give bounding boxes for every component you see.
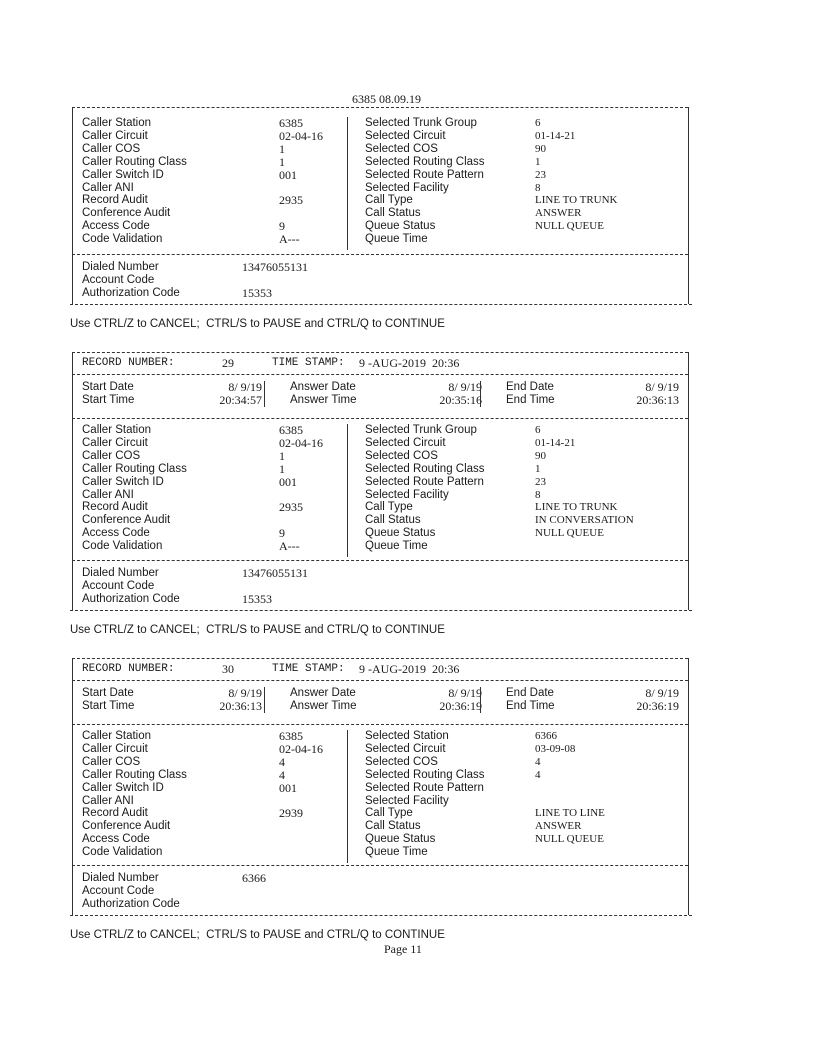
selected-field-label: Selected Station <box>365 730 449 742</box>
details-bottom-divider <box>72 560 688 561</box>
selected-field-label: Call Type <box>365 501 413 514</box>
selected-field-label: Selected Trunk Group <box>365 117 477 129</box>
end-date-value: 8/ 9/19 <box>645 380 679 394</box>
caller-field-value: A--- <box>279 539 300 554</box>
caller-field-value: 1 <box>279 448 285 463</box>
selected-field-value: 6366 <box>535 730 557 742</box>
caller-field-value: 1 <box>279 154 285 169</box>
dialing-field-label: Dialed Number <box>82 261 159 273</box>
selected-field-value: ANSWER <box>535 820 582 833</box>
selected-field-value: 03-09-08 <box>535 742 576 755</box>
selected-field-value: 23 <box>535 475 546 488</box>
answer-time-label: Answer Time <box>290 699 357 712</box>
continue-prompt: Use CTRL/Z to CANCEL; CTRL/S to PAUSE and CTRL/Q to CONTINUE <box>70 624 445 636</box>
selected-field-label: Selected COS <box>365 142 438 155</box>
selected-field-value: LINE TO TRUNK <box>535 194 618 207</box>
selected-field-value: 4 <box>535 768 541 781</box>
caller-field-label: Code Validation <box>82 846 163 859</box>
caller-field-value: 4 <box>279 767 285 782</box>
caller-field-label: Caller ANI <box>82 794 134 807</box>
end-date-label: End Date <box>506 381 554 393</box>
caller-field-label: Caller COS <box>82 142 141 155</box>
end-date-label: End Date <box>506 687 554 699</box>
caller-field-value: 9 <box>279 526 285 541</box>
start-time-label: Start Time <box>82 393 135 406</box>
end-time-label: End Time <box>506 699 555 712</box>
selected-field-label: Selected Circuit <box>365 129 446 142</box>
answer-time-label: Answer Time <box>290 393 357 406</box>
dialing-field-label: Account Code <box>82 884 155 897</box>
page-number: Page 11 <box>384 942 422 956</box>
dialing-field-label: Authorization Code <box>82 592 180 605</box>
caller-field-value: 1 <box>279 141 285 156</box>
caller-field-value: 9 <box>279 219 285 234</box>
column-divider <box>347 117 348 250</box>
end-time-value: 20:36:19 <box>636 698 679 713</box>
selected-field-label: Selected Routing Class <box>365 462 485 475</box>
caller-field-value: 6385 <box>279 729 303 743</box>
start-date-label: Start Date <box>82 687 134 699</box>
time-stamp-label: TIME STAMP: <box>272 663 345 675</box>
selected-field-value: IN CONVERSATION <box>535 514 634 527</box>
selected-field-label: Queue Time <box>365 233 428 246</box>
dialing-field-value: 13476055131 <box>242 260 308 274</box>
caller-field-label: Conference Audit <box>82 207 171 220</box>
caller-field-label: Caller Switch ID <box>82 475 164 488</box>
selected-field-value: LINE TO TRUNK <box>535 501 618 514</box>
record-left-border <box>72 107 73 304</box>
record-top-border <box>72 352 688 353</box>
caller-field-label: Caller Switch ID <box>82 781 164 794</box>
caller-field-label: Access Code <box>82 527 150 540</box>
caller-field-value: A--- <box>279 232 300 247</box>
caller-field-label: Caller Switch ID <box>82 168 164 181</box>
dialing-field-label: Dialed Number <box>82 872 159 884</box>
caller-field-label: Caller Routing Class <box>82 462 187 475</box>
selected-field-label: Call Status <box>365 820 421 833</box>
times-divider <box>480 687 481 713</box>
selected-field-value: 90 <box>535 142 546 155</box>
selected-field-value: 01-14-21 <box>535 129 576 142</box>
selected-field-label: Selected Route Pattern <box>365 168 484 181</box>
selected-field-value: NULL QUEUE <box>535 527 604 540</box>
dialing-field-label: Account Code <box>82 273 155 286</box>
selected-field-label: Call Status <box>365 514 421 527</box>
column-divider <box>347 424 348 557</box>
selected-field-label: Selected Facility <box>365 181 449 194</box>
caller-field-value: 001 <box>279 167 297 182</box>
selected-field-label: Selected Route Pattern <box>365 475 484 488</box>
selected-field-value: 23 <box>535 168 546 181</box>
caller-field-value: 001 <box>279 780 297 795</box>
caller-field-label: Caller Circuit <box>82 129 148 142</box>
answer-time-value: 20:36:19 <box>439 698 482 713</box>
start-time-value: 20:36:13 <box>219 698 262 713</box>
selected-field-label: Selected Route Pattern <box>365 781 484 794</box>
answer-date-value: 8/ 9/19 <box>448 380 482 394</box>
start-date-value: 8/ 9/19 <box>228 686 262 700</box>
selected-field-label: Call Type <box>365 194 413 207</box>
caller-field-label: Record Audit <box>82 807 148 820</box>
selected-field-label: Queue Status <box>365 527 436 540</box>
dialing-field-label: Dialed Number <box>82 567 159 579</box>
dialing-field-value: 13476055131 <box>242 566 308 580</box>
selected-field-label: Queue Status <box>365 833 436 846</box>
caller-field-label: Caller Station <box>82 730 152 742</box>
page-header: 6385 08.09.19 <box>352 92 421 106</box>
caller-field-label: Access Code <box>82 220 150 233</box>
caller-field-label: Code Validation <box>82 540 163 553</box>
details-bottom-divider <box>72 865 688 866</box>
caller-field-value: 4 <box>279 754 285 769</box>
selected-field-value: 1 <box>535 462 541 475</box>
selected-field-label: Call Status <box>365 207 421 220</box>
caller-field-label: Caller COS <box>82 449 141 462</box>
answer-time-value: 20:35:16 <box>439 392 482 407</box>
caller-field-label: Caller ANI <box>82 181 134 194</box>
selected-field-label: Selected Facility <box>365 488 449 501</box>
dialing-field-label: Authorization Code <box>82 286 180 299</box>
caller-field-value: 2935 <box>279 193 303 208</box>
dialing-field-value: 15353 <box>242 285 272 300</box>
caller-field-label: Caller Circuit <box>82 742 148 755</box>
record-right-border <box>688 352 689 610</box>
caller-field-value: 6385 <box>279 423 303 437</box>
selected-field-value: 6 <box>535 424 541 436</box>
caller-field-label: Caller COS <box>82 755 141 768</box>
record-right-border <box>688 107 689 304</box>
times-divider <box>264 381 265 407</box>
dialing-field-value: 6366 <box>242 871 266 885</box>
selected-field-label: Call Type <box>365 807 413 820</box>
caller-field-value: 2939 <box>279 806 303 821</box>
start-date-label: Start Date <box>82 381 134 393</box>
caller-field-label: Caller Station <box>82 117 152 129</box>
end-time-value: 20:36:13 <box>636 392 679 407</box>
selected-field-label: Selected Circuit <box>365 742 446 755</box>
record-top-border <box>72 107 688 108</box>
details-bottom-divider <box>72 254 688 255</box>
selected-field-value: 90 <box>535 449 546 462</box>
record-number-value: 29 <box>222 356 234 370</box>
caller-field-value: 1 <box>279 461 285 476</box>
record-bottom-border <box>70 610 692 611</box>
caller-field-value: 001 <box>279 474 297 489</box>
selected-field-label: Selected Routing Class <box>365 155 485 168</box>
dialing-field-value: 15353 <box>242 591 272 606</box>
header-divider <box>72 680 688 681</box>
times-bottom-divider <box>72 724 688 725</box>
selected-field-label: Queue Status <box>365 220 436 233</box>
selected-field-value: ANSWER <box>535 207 582 220</box>
header-divider <box>72 374 688 375</box>
selected-field-value: 8 <box>535 488 541 501</box>
answer-date-label: Answer Date <box>290 687 356 699</box>
selected-field-label: Selected COS <box>365 755 438 768</box>
selected-field-label: Selected Routing Class <box>365 768 485 781</box>
caller-field-value: 2935 <box>279 500 303 515</box>
answer-date-label: Answer Date <box>290 381 356 393</box>
selected-field-value: 8 <box>535 181 541 194</box>
caller-field-value: 02-04-16 <box>279 128 323 143</box>
start-time-label: Start Time <box>82 699 135 712</box>
record-top-border <box>72 658 688 659</box>
selected-field-value: 01-14-21 <box>535 436 576 449</box>
dialing-field-label: Account Code <box>82 579 155 592</box>
selected-field-value: NULL QUEUE <box>535 833 604 846</box>
caller-field-label: Caller Circuit <box>82 436 148 449</box>
caller-field-label: Code Validation <box>82 233 163 246</box>
record-bottom-border <box>70 915 692 916</box>
caller-field-value: 02-04-16 <box>279 741 323 756</box>
dialing-field-label: Authorization Code <box>82 897 180 910</box>
selected-field-label: Selected Circuit <box>365 436 446 449</box>
start-date-value: 8/ 9/19 <box>228 380 262 394</box>
record-number-value: 30 <box>222 662 234 676</box>
record-number-label: RECORD NUMBER: <box>82 663 175 675</box>
selected-field-label: Queue Time <box>365 540 428 553</box>
caller-field-value: 6385 <box>279 116 303 130</box>
time-stamp-label: TIME STAMP: <box>272 357 345 369</box>
caller-field-label: Access Code <box>82 833 150 846</box>
caller-field-value: 02-04-16 <box>279 435 323 450</box>
answer-date-value: 8/ 9/19 <box>448 686 482 700</box>
caller-field-label: Record Audit <box>82 194 148 207</box>
time-stamp-value: 9 -AUG-2019 20:36 <box>359 662 460 676</box>
record-right-border <box>688 658 689 915</box>
end-time-label: End Time <box>506 393 555 406</box>
end-date-value: 8/ 9/19 <box>645 686 679 700</box>
caller-field-label: Record Audit <box>82 501 148 514</box>
caller-field-label: Caller Routing Class <box>82 155 187 168</box>
selected-field-value: LINE TO LINE <box>535 807 605 820</box>
caller-field-label: Caller Station <box>82 424 152 436</box>
record-number-label: RECORD NUMBER: <box>82 357 175 369</box>
caller-field-label: Conference Audit <box>82 820 171 833</box>
time-stamp-value: 9 -AUG-2019 20:36 <box>359 356 460 370</box>
times-divider <box>480 381 481 407</box>
selected-field-label: Selected Trunk Group <box>365 424 477 436</box>
caller-field-label: Caller ANI <box>82 488 134 501</box>
times-bottom-divider <box>72 418 688 419</box>
record-left-border <box>72 352 73 610</box>
selected-field-value: 6 <box>535 117 541 129</box>
record-left-border <box>72 658 73 915</box>
start-time-value: 20:34:57 <box>219 392 262 407</box>
caller-field-label: Conference Audit <box>82 514 171 527</box>
selected-field-label: Selected Facility <box>365 794 449 807</box>
record-bottom-border <box>70 304 692 305</box>
selected-field-value: 1 <box>535 155 541 168</box>
selected-field-label: Selected COS <box>365 449 438 462</box>
column-divider <box>347 730 348 863</box>
continue-prompt: Use CTRL/Z to CANCEL; CTRL/S to PAUSE and CTRL/Q to CONTINUE <box>70 318 445 330</box>
continue-prompt: Use CTRL/Z to CANCEL; CTRL/S to PAUSE and CTRL/Q to CONTINUE <box>70 929 445 941</box>
caller-field-label: Caller Routing Class <box>82 768 187 781</box>
times-divider <box>264 687 265 713</box>
selected-field-value: NULL QUEUE <box>535 220 604 233</box>
selected-field-value: 4 <box>535 755 541 768</box>
selected-field-label: Queue Time <box>365 846 428 859</box>
